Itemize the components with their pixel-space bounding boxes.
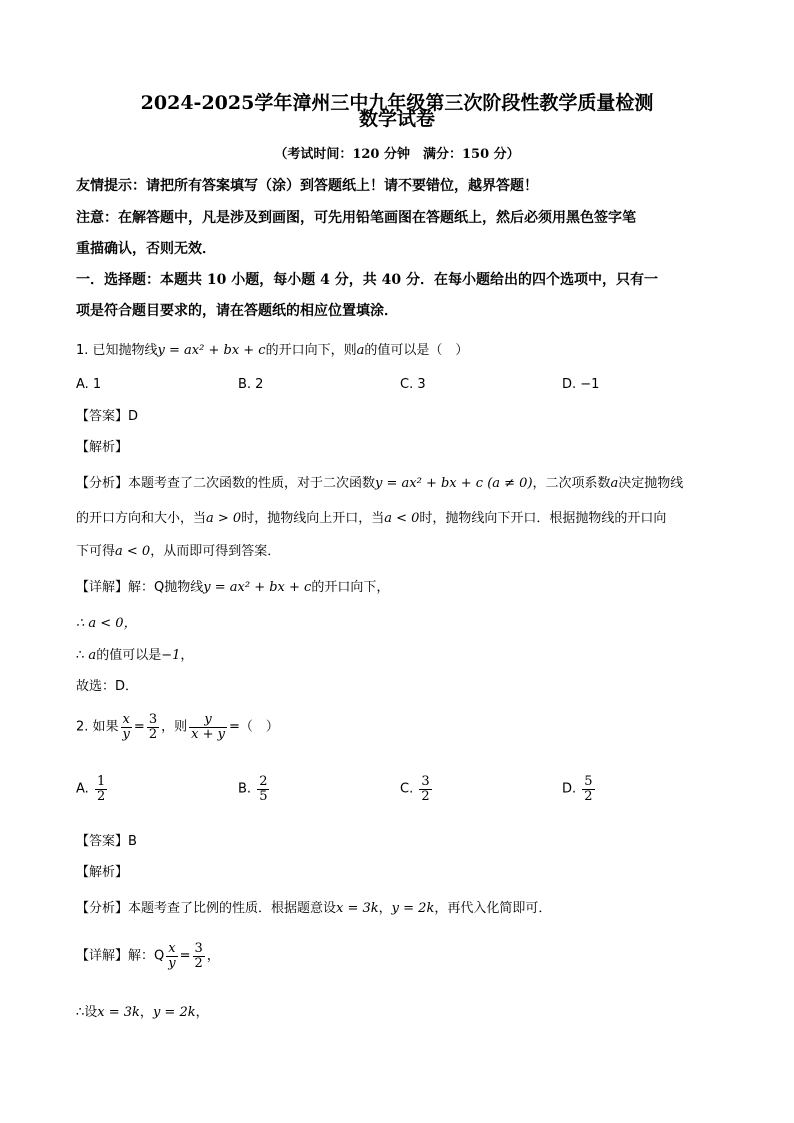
- option-label: A.: [76, 781, 89, 797]
- q2-option-d: [562, 775, 597, 803]
- q1-fenxi-3c: ，从而即可得到答案．: [150, 544, 281, 559]
- q2-fenxi-c: ，: [378, 901, 392, 916]
- q1-stem-pre: 1. 已知抛物线: [76, 343, 158, 358]
- frac-num: 3: [194, 941, 203, 956]
- q2-fenxi-d: y = 2k: [391, 901, 435, 916]
- q2-detail-end: ，: [206, 948, 220, 964]
- therefore-symbol: ∴: [76, 648, 85, 663]
- q2-stem: [76, 713, 718, 741]
- frac-num: 3: [421, 774, 430, 789]
- frac-num: x: [122, 712, 130, 727]
- tip-line: 友情提示：请把所有答案填写（涂）到答题纸上！请不要错位，越界答题！: [76, 178, 538, 194]
- q1-step2-end: ，: [180, 648, 194, 663]
- therefore-set: ∴设: [76, 1005, 98, 1020]
- q1-step-2: [76, 649, 718, 662]
- q2-option-b: [238, 775, 271, 803]
- option-label: C.: [400, 781, 414, 797]
- option-frac: [257, 775, 269, 803]
- q1-option-d: D. −1: [562, 377, 600, 392]
- caution-line-1: 注意：在解答题中，凡是涉及到画图，可先用铅笔画图在答题纸上，然后必须用黑色签字笔: [76, 210, 636, 226]
- frac-num: y: [204, 712, 212, 727]
- q2-fenxi-e: ，再代入化简即可．: [434, 901, 552, 916]
- frac-den: 2: [148, 726, 158, 742]
- frac-den: 5: [259, 788, 268, 804]
- q1-stem-mid: 的开口向下，则: [265, 343, 357, 358]
- section-line-1: 一．选择题：本题共 10 小题，每小题 4 分，共 40 分．在每小题给出的四个选项中，只有一: [76, 272, 658, 288]
- q1-option-b: B. 2: [238, 377, 264, 392]
- frac-den: 2: [421, 788, 430, 804]
- q1-detail-expr: y = ax² + bx + c: [203, 580, 312, 595]
- q1-fenxi-3a: 下可得: [76, 544, 116, 559]
- option-label: B.: [238, 781, 252, 797]
- q1-detail-label: 【详解】解：: [76, 580, 155, 595]
- q2-detail: [76, 942, 718, 970]
- q2-fenxi-b: x = 3k: [336, 901, 379, 916]
- exam-meta: （考试时间：120 分钟 满分：150 分）: [274, 147, 520, 162]
- q1-detail-d: 的开口向下，: [311, 580, 390, 595]
- q2-option-c: [400, 775, 434, 803]
- frac-num: 2: [259, 774, 268, 789]
- q1-stem-var: a: [356, 343, 365, 358]
- q2-analysis-label: 【解析】: [76, 865, 129, 880]
- q1-step2-mid: 的值可以是: [96, 648, 162, 663]
- q2-set-d: y = 2k: [152, 1005, 196, 1020]
- equals: =: [179, 948, 191, 964]
- equals: =: [133, 719, 145, 735]
- frac-den: x + y: [191, 726, 225, 742]
- q1-fenxi-1a: 【分析】本题考查了二次函数的性质，对于二次函数: [76, 476, 376, 491]
- q1-choose: 故选：D．: [76, 679, 139, 694]
- q2-frac-x-over-y: [121, 713, 132, 741]
- frac-den: 2: [194, 955, 203, 971]
- q1-fenxi-3b: a < 0: [115, 544, 151, 559]
- because-symbol: Q: [154, 948, 165, 964]
- q1-step2-var: a: [88, 648, 97, 663]
- option-label: D.: [562, 781, 577, 797]
- q1-fenxi-2d: a < 0: [384, 511, 420, 526]
- frac-den: y: [168, 955, 176, 971]
- frac-num: 1: [96, 774, 106, 789]
- q1-fenxi-2a: 的开口方向和大小，当: [76, 511, 207, 526]
- q1-fenxi-line-1: [76, 477, 718, 490]
- q2-fenxi: [76, 902, 718, 915]
- q2-stem-pre: 2. 如果: [76, 719, 119, 735]
- q2-frac-3-over-2: [147, 713, 159, 741]
- q1-fenxi-1d: a: [610, 476, 619, 491]
- q2-option-a: [76, 775, 109, 803]
- q2-set-b: x = 3k: [97, 1005, 140, 1020]
- q2-frac-y-over-xy: [189, 713, 227, 741]
- page-title: 2024-2025学年漳州三中九年级第三次阶段性教学质量检测: [140, 92, 654, 114]
- caution-line-2: 重描确认，否则无效．: [76, 241, 216, 257]
- q1-fenxi-1e: 决定抛物线: [618, 476, 684, 491]
- q1-stem: [76, 344, 718, 357]
- q1-step2-val: −1: [161, 648, 181, 663]
- frac-den: 2: [96, 788, 106, 804]
- q1-option-c: C. 3: [400, 377, 426, 392]
- frac-num: 3: [148, 712, 158, 727]
- q1-step-1: ∴ a < 0，: [76, 616, 137, 631]
- q1-fenxi-line-2: [76, 512, 718, 525]
- q2-fenxi-a: 【分析】本题考查了比例的性质．根据题意设: [76, 901, 337, 916]
- q1-option-a: A. 1: [76, 377, 102, 392]
- q1-fenxi-1c: ，二次项系数: [532, 476, 611, 491]
- q1-detail-b: 抛物线: [164, 580, 204, 595]
- q1-stem-expr: y = ax² + bx + c: [157, 343, 266, 358]
- q2-set: [76, 1006, 718, 1019]
- q1-analysis-label: 【解析】: [76, 440, 129, 455]
- option-frac: [95, 775, 107, 803]
- q1-fenxi-1b: y = ax² + bx + c (a ≠ 0): [375, 476, 533, 491]
- q1-fenxi-2b: a > 0: [206, 511, 242, 526]
- q2-detail-frac-x-over-y: [166, 942, 177, 970]
- section-line-2: 项是符合题目要求的，请在答题纸的相应位置填涂．: [76, 303, 398, 319]
- option-frac: [582, 775, 594, 803]
- q2-detail-label: 【详解】解：: [76, 948, 155, 964]
- q2-stem-mid: ，则: [161, 719, 188, 735]
- frac-den: y: [122, 726, 130, 742]
- q1-answer: 【答案】D: [76, 409, 139, 424]
- q2-answer: 【答案】B: [76, 834, 137, 849]
- q2-stem-post: =（ ）: [228, 719, 279, 735]
- option-frac: [419, 775, 431, 803]
- frac-num: x: [168, 941, 176, 956]
- q1-detail: [76, 581, 718, 594]
- q1-stem-post: 的值可以是（ ）: [364, 343, 469, 358]
- subtitle-text: 数学试卷: [358, 108, 435, 130]
- q2-set-e: ，: [195, 1005, 209, 1020]
- frac-num: 5: [584, 774, 593, 789]
- q1-fenxi-2c: 时，抛物线向上开口，当: [241, 511, 385, 526]
- q2-set-c: ，: [139, 1005, 153, 1020]
- q2-detail-frac-3-over-2: [193, 942, 205, 970]
- because-symbol: Q: [154, 580, 165, 595]
- q1-fenxi-2e: 时，抛物线向下开口．根据抛物线的开口向: [419, 511, 667, 526]
- page-subtitle: [0, 108, 794, 130]
- q1-fenxi-line-3: [76, 545, 718, 558]
- frac-den: 2: [584, 788, 593, 804]
